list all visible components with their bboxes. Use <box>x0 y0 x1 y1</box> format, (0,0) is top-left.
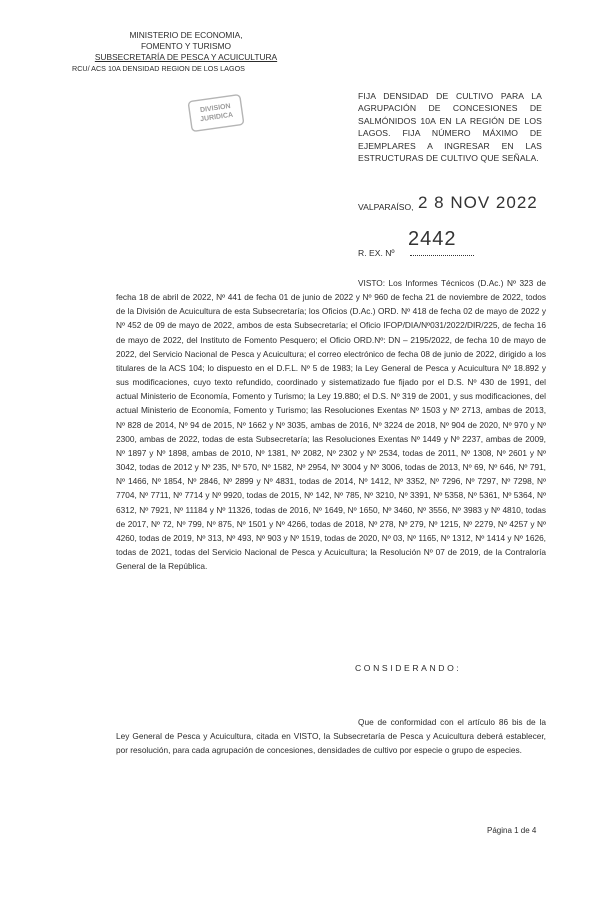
date-stamp: 2 8 NOV 2022 <box>418 193 538 212</box>
document-title: FIJA DENSIDAD DE CULTIVO PARA LA AGRUPACIÓN DE CONCESIONES DE SALMÓNIDOS 10A EN LA REGIÓN DE LOS LAGOS. FIJA NÚMERO MÁXIMO DE EJEMPLARES A INGRESAR EN LAS ESTRUCTURAS DE CULTIVO QUE SEÑALA. <box>358 91 542 164</box>
stamp-line-1: DIVISION <box>199 102 232 115</box>
visto-paragraph: VISTO: Los Informes Técnicos (D.Ac.) Nº 323 de fecha 18 de abril de 2022, Nº 441 de fecha 01 de junio de 2022 y Nº 960 de fecha 21 de noviembre de 2022, todos de la División de Acuicultura de esta Subsecretaría; los Oficios (D.Ac.) ORD. Nº 418 de fecha 02 de mayo de 2022 y Nº 452 de 09 de mayo de 2022, ambos de esta Subsecretaría; el Oficio IFOP/DIA/Nº031/2022/DIR/225, de fecha 16 de mayo de 2022, del Instituto de Fomento Pesquero; el Oficio ORD.Nº: DN – 2195/2022, de fecha 10 de mayo de 2022, del Servicio Nacional de Pesca y Acuicultura; el correo electrónico de fecha 08 de junio de 2022, dirigido a los titulares de la ACS 104; lo dispuesto en el D.F.L. Nº 5 de 1983; la Ley General de Pesca y Acuicultura Nº 18.892 y sus modificaciones, cuyo texto refundido, coordinado y sistematizado fue fijado por el D.S. Nº 430 de 1991, del actual Ministerio de Economía, Fomento y Turismo; la Ley 19.880; el D.S. Nº 319 de 2001, y sus modificaciones, del actual Ministerio de Economía, Fomento y Turismo; las Resoluciones Exentas Nº 1503 y Nº 2713, ambas de 2013, Nº 828 de 2014, Nº 94 de 2015, Nº 1662 y Nº 3035, ambas de 2016, Nº 3224 de 2018, Nº 904 de 2020, Nº 970 y Nº 2300, ambas de 2022, todas de esta Subsecretaría; las Resoluciones Exentas Nº 1449 y Nº 2237, ambas de 2009, Nº 1897 y Nº 1898, ambas de 2010, Nº 1381, Nº 2082, Nº 2302 y Nº 2534, todas de 2011, Nº 1308, Nº 2601 y Nº 3042, todas de 2012 y Nº 235, Nº 570, Nº 1582, Nº 2954, Nº 3004 y Nº 3006, todas de 2013, Nº 69, Nº 646, Nº 791, Nº 1466, Nº 1854, Nº 2846, Nº 2899 y Nº 4831, todas de 2014, Nº 1412, Nº 3352, Nº 7296, Nº 7297, Nº 7298, Nº 7704, Nº 7711, Nº 7714 y Nº 9920, todas de 2015, Nº 142, Nº 785, Nº 3210, Nº 3391, Nº 5358, Nº 5361, Nº 5364, Nº 6312, Nº 7921, Nº 11184 y Nº 11326, todas de 2016, Nº 1649, Nº 1650, Nº 3460, Nº 3556, Nº 3983 y Nº 4810, todas de 2017, Nº 72, Nº 799, Nº 875, Nº 1501 y Nº 4266, todas de 2018, Nº 278, Nº 279, Nº 1215, Nº 2279, Nº 4257 y Nº 4260, todas de 2019, Nº 313, Nº 493, Nº 903 y Nº 1519, todas de 2020, Nº 03, Nº 1165, Nº 1312, Nº 1414 y Nº 1626, todas de 2021, todas del Servicio Nacional de Pesca y Acuicultura; la Resolución Nº 07 de 2019, de la Contraloría General de la República. <box>116 278 546 572</box>
header-ministry-sub: FOMENTO Y TURISMO <box>140 41 232 51</box>
division-juridica-stamp <box>186 92 246 133</box>
header-reference: RCU/ ACS 10A DENSIDAD REGION DE LOS LAGOS <box>72 64 245 73</box>
resolution-label: R. EX. Nº <box>358 248 395 258</box>
considerando-paragraph: Que de conformidad con el artículo 86 bis de la Ley General de Pesca y Acuicultura, citada en VISTO, la Subsecretaría de Pesca y Acuicultura deberá establecer, por resolución, para cada agrupación de concesiones, densidades de cultivo por especie o grupo de especies. <box>116 717 546 756</box>
ministry-header <box>72 30 286 74</box>
resolution-number-line <box>410 255 474 256</box>
stamp-line-2: JURIDICA <box>199 111 234 124</box>
page-number: Página 1 de 4 <box>487 826 537 835</box>
considerando-heading: CONSIDERANDO: <box>355 663 462 673</box>
header-subsecretaria: SUBSECRETARÍA DE PESCA Y ACUICULTURA <box>94 52 278 62</box>
header-ministry: MINISTERIO DE ECONOMIA, <box>129 30 243 40</box>
place-label: VALPARAÍSO, <box>358 202 414 212</box>
resolution-number: 2442 <box>408 228 457 250</box>
